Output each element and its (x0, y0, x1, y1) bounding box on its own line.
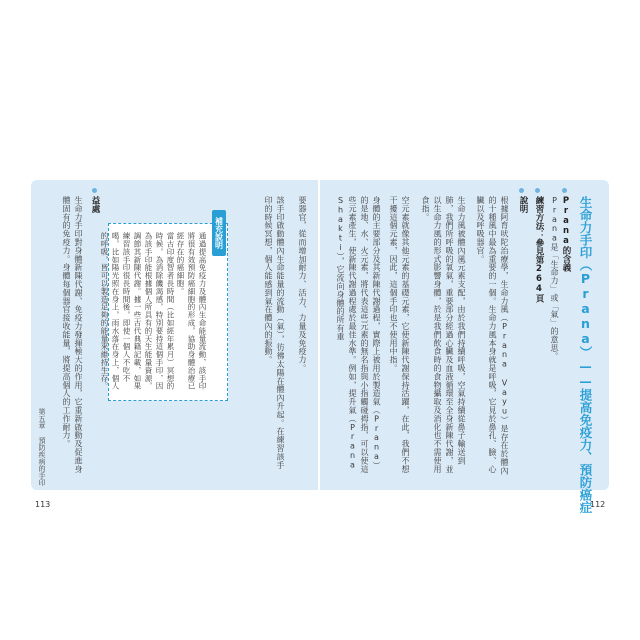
chapter-label (37, 408, 46, 486)
bullet-dot (562, 188, 567, 193)
tip-paragraph-2: 當古印度智者長時間（比如經年累月）冥想的時候，為消除饑渴感，特別要持這個手印，因為該手印能根據個人所具有的天生能量資源，調節其新陳代謝。據一些古代典籍記載，如果練習該手印很長時間後，即使一個人不吃不喝，比如陽光照在身上，雨水落在身上，個人的呼吸，皆可以製造足夠的能量來維持生存。 (100, 232, 175, 390)
explain-paragraph-3: 空元素就像其他元素的基礎元素，它使新陳代謝保持活躍，在此，我們不想干擾這個元素，因此，這個手印也不使用中指。 (389, 196, 410, 474)
chapter-title: 預防疾病的手印 (38, 437, 46, 486)
page-gutter (318, 180, 320, 490)
practice-heading: 練習方法：參見第264頁 (534, 196, 544, 303)
explain-paragraph-4: 身體的主要部分及其新陳代謝過程，實際上被用於製造氣（Prana）的是地、水、火元素，將代表這些元素的無名指與小指觸碰拇指，可以使這些元素產生，使新陳代謝過程處於最佳水準。例如，提升氣（Prana Shakti），它流向身體的所有重 (336, 196, 381, 480)
bullet-dot (519, 188, 524, 193)
page-number-left: 113 (35, 500, 51, 509)
bullet-dot (92, 188, 97, 193)
section-title: 生命力手印（Prana）——提高免疫力、預防癌症 (578, 196, 593, 514)
body-paragraph: 該手印啟動體內生命能量的流動（氣），彷彿太陽在體內升起。在練習該手印的時候冥想，個人能感到氣在體內的振動。 (264, 196, 285, 470)
explain-heading: 說明 (518, 196, 528, 213)
chapter-number: 第五章 (38, 408, 46, 429)
bullet-dot (535, 188, 540, 193)
explain-paragraph-2: 生命力風被體內風元素支配，由於我們持續呼吸，空氣持續從鼻子輸送到肺，我們所呼吸的氧氣，重要部分經過心臟及血液循環至全身新陳代謝，並以生命力風的形式影響身體，於是我們飲食時的食物攝取及消化也不需使用食指。 (421, 196, 466, 474)
benefit-heading: 益處 (90, 196, 100, 213)
meaning-heading: Prana的含義 (561, 196, 571, 272)
tip-label: 補充說明 (212, 210, 226, 256)
explain-paragraph-1: 根據阿育吠陀治療學，生命力風（Prana Vayu）是存在於體內的十種風中最為重要的一個。生命力風本身就是呼吸，它見於鼻孔、臉、心臟以及呼吸器官。 (476, 196, 509, 475)
page-number-right: 112 (590, 500, 606, 509)
tip-paragraph-1: 通過提高免疫力及體內生命能量流動，該手印將很有效預防癌細胞的形成，協助身體治療已經存在的癌細胞。 (176, 232, 207, 390)
meaning-body: Prana是「生命力」或「氣」的意思。 (550, 196, 559, 361)
continued-paragraph: 要器官，從而增加耐力、活力、力量及免疫力。 (298, 196, 307, 373)
benefit-body: 生命力手印對身體新陳代謝、免疫力發揮極大的作用，它重新啟動及促進身體固有的免疫力。身體每個器官接收能量，將提高個人的工作耐力。 (62, 196, 83, 474)
